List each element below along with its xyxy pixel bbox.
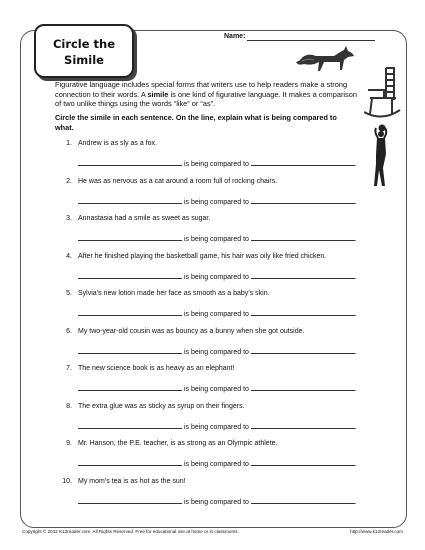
- name-field[interactable]: [247, 40, 375, 41]
- question-item: [58, 178, 277, 185]
- question-text[interactable]: My two-year-old cousin was as bouncy as a bunny when she got outside.: [78, 327, 305, 335]
- question-text[interactable]: Sylvia’s new lotion made her face as smooth as a baby’s skin.: [78, 290, 270, 297]
- question-item: [58, 478, 186, 485]
- answer-row: [78, 271, 357, 281]
- answer-blank-first[interactable]: [78, 383, 182, 391]
- answer-connector: is being compared to: [183, 386, 249, 393]
- question-text[interactable]: Andrew is as sly as a fox.: [78, 140, 157, 147]
- answer-row: [78, 496, 357, 506]
- question-number: 8.: [66, 402, 72, 410]
- answer-connector: is being compared to: [183, 423, 249, 431]
- answer-blank-first[interactable]: [78, 196, 182, 204]
- question-item: [58, 328, 304, 335]
- question-number: 3.: [66, 215, 72, 222]
- answer-row: [78, 233, 357, 243]
- intro-simile-term: simile: [147, 89, 169, 99]
- copyright: Copyright © 2012 K12reader.com. All Rights Reserved. Free for educational use at home or in classrooms.: [22, 529, 239, 534]
- name-label: Name:: [224, 33, 246, 40]
- answer-period: .: [354, 348, 357, 356]
- answer-connector: is being compared to: [183, 198, 249, 206]
- question-number: 1.: [66, 140, 72, 147]
- answer-period: .: [354, 236, 357, 243]
- answer-blank-second[interactable]: [251, 458, 355, 466]
- answer-blank-second[interactable]: [251, 421, 355, 429]
- answer-connector: is being compared to: [183, 348, 249, 356]
- answer-blank-second[interactable]: [251, 346, 355, 354]
- answer-blank-second[interactable]: [251, 308, 355, 316]
- question-text[interactable]: The new science book is as heavy as an elephant!: [78, 365, 235, 372]
- answer-period: .: [354, 386, 357, 393]
- answer-row: [78, 458, 357, 468]
- question-text[interactable]: He was as nervous as a cat around a room full of rocking chairs.: [78, 177, 278, 185]
- answer-connector: is being compared to: [183, 161, 249, 168]
- answer-blank-second[interactable]: [251, 196, 355, 204]
- intro-paragraph: [55, 80, 365, 109]
- answer-connector: is being compared to: [183, 498, 249, 506]
- answer-connector: is being compared to: [183, 273, 249, 281]
- answer-row: [78, 196, 357, 206]
- answer-row: [78, 308, 357, 318]
- question-item: [58, 440, 277, 447]
- answer-period: .: [354, 198, 357, 206]
- answer-blank-first[interactable]: [78, 496, 182, 504]
- answer-row: [78, 383, 357, 393]
- answer-period: .: [354, 273, 357, 281]
- answer-blank-second[interactable]: [251, 271, 355, 279]
- question-text[interactable]: My mom’s tea is as hot as the sun!: [78, 477, 186, 485]
- title-line-1: Circle the: [52, 37, 116, 51]
- fox-icon: [296, 44, 356, 74]
- question-item: [58, 253, 326, 260]
- answer-blank-first[interactable]: [78, 233, 182, 241]
- answer-blank-second[interactable]: [251, 233, 355, 241]
- question-item: [58, 290, 270, 297]
- question-item: [58, 403, 245, 410]
- question-number: 2.: [66, 177, 72, 185]
- answer-blank-first[interactable]: [78, 158, 182, 166]
- answer-blank-first[interactable]: [78, 421, 182, 429]
- answer-blank-second[interactable]: [251, 383, 355, 391]
- answer-period: .: [354, 498, 357, 506]
- question-item: [58, 140, 157, 147]
- answer-period: .: [354, 311, 357, 318]
- rocking-chair-icon: [364, 66, 402, 124]
- answer-blank-first[interactable]: [78, 271, 182, 279]
- answer-period: .: [354, 461, 357, 468]
- answer-period: .: [354, 423, 357, 431]
- answer-row: [78, 158, 357, 168]
- question-number: 7.: [66, 365, 72, 372]
- question-text[interactable]: After he finished playing the basketball game, his hair was oily like fried chicken.: [78, 252, 327, 260]
- answer-row: [78, 346, 357, 356]
- question-item: [58, 365, 234, 372]
- question-item: [58, 215, 210, 222]
- answer-blank-first[interactable]: [78, 458, 182, 466]
- question-number: 4.: [66, 252, 72, 260]
- question-text[interactable]: The extra glue was as sticky as syrup on their fingers.: [78, 402, 245, 410]
- answer-connector: is being compared to: [183, 236, 249, 243]
- title-line-2: Simile: [64, 53, 104, 67]
- answer-period: .: [354, 161, 357, 168]
- instructions: Circle the simile in each sentence. On the line, explain what is being compared to what.: [55, 113, 337, 132]
- answer-blank-second[interactable]: [251, 496, 355, 504]
- website-url: http://www.k12reader.com: [350, 529, 403, 534]
- answer-blank-second[interactable]: [251, 158, 355, 166]
- answer-blank-first[interactable]: [78, 308, 182, 316]
- answer-row: [78, 421, 357, 431]
- question-text[interactable]: Mr. Hanson, the P.E. teacher, is as strong as an Olympic athlete.: [78, 440, 278, 447]
- question-number: 10.: [62, 477, 72, 485]
- answer-connector: is being compared to: [183, 461, 249, 468]
- intro-text-2: is one kind of figurative language. It makes a comparison of two unlike things using the words “like” or “as”.: [55, 89, 357, 109]
- question-number: 6.: [66, 327, 72, 335]
- question-number: 9.: [66, 440, 72, 447]
- question-number: 5.: [66, 290, 72, 297]
- question-text[interactable]: Annastasia had a smile as sweet as sugar.: [78, 215, 211, 222]
- worksheet-title: [34, 24, 134, 78]
- basketball-player-icon: [370, 124, 392, 188]
- answer-blank-first[interactable]: [78, 346, 182, 354]
- intro-text-1: Figurative language includes special forms that writers use to help readers make a strong connection to their words. A: [55, 80, 348, 99]
- answer-connector: is being compared to: [183, 311, 249, 318]
